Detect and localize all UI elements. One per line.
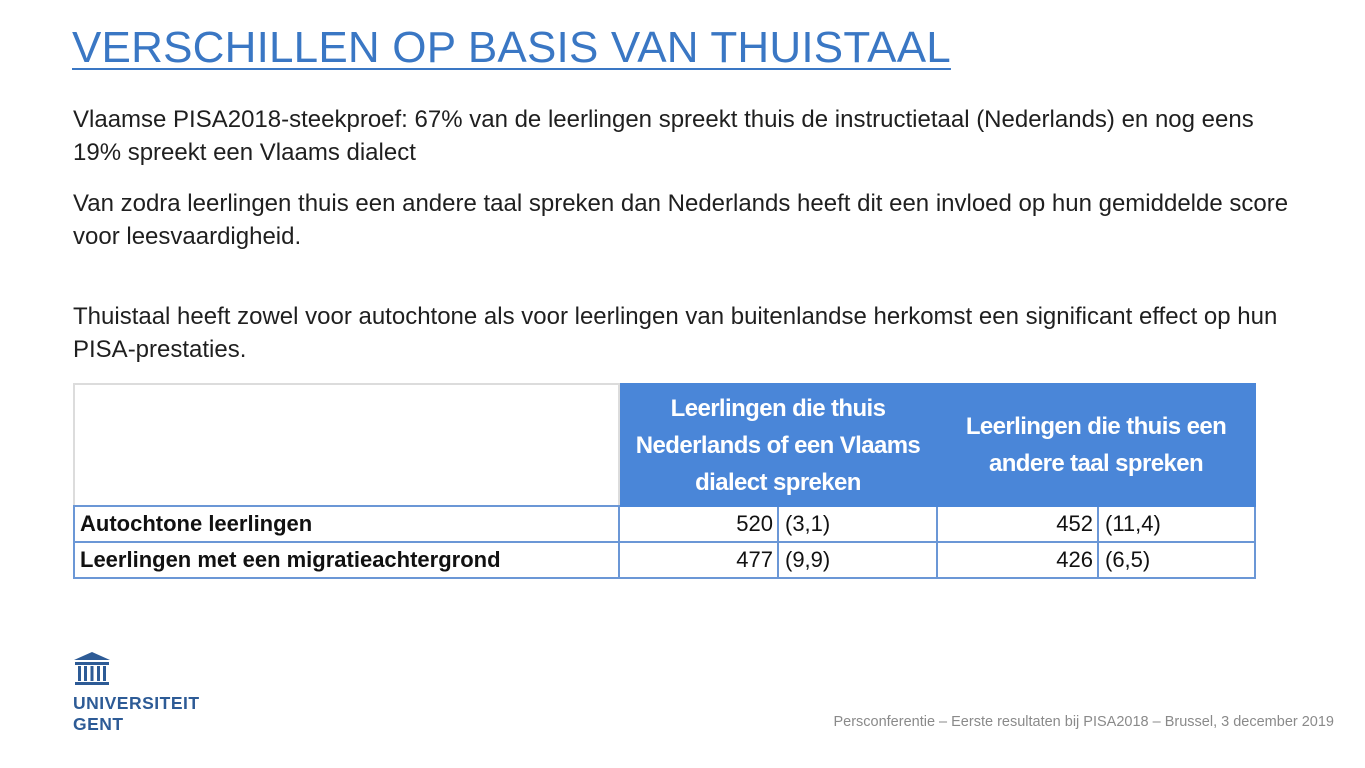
standard-error-cell: (11,4) xyxy=(1098,506,1255,542)
table-header-row xyxy=(74,384,1255,506)
row-label: Leerlingen met een migratieachtergrond xyxy=(74,542,619,578)
slide-title: VERSCHILLEN OP BASIS VAN THUISTAAL xyxy=(72,23,951,72)
footer-text: Persconferentie – Eerste resultaten bij PISA2018 – Brussel, 3 december 2019 xyxy=(833,714,1334,730)
logo-text-universiteit: UNIVERSITEIT xyxy=(73,693,200,713)
paragraph-sample: Vlaamse PISA2018-steekproef: 67% van de leerlingen spreekt thuis de instructietaal (Nederlands) en nog eens 19% spreekt een Vlaams dialect xyxy=(73,106,1254,166)
standard-error-cell: (6,5) xyxy=(1098,542,1255,578)
table-header-other-language: Leerlingen die thuis een andere taal spreken xyxy=(937,384,1255,506)
standard-error-cell: (9,9) xyxy=(778,542,937,578)
paragraph-impact: Van zodra leerlingen thuis een andere taal spreken dan Nederlands heeft dit een invloed op hun gemiddelde score voor leesvaardigheid. xyxy=(73,190,1289,250)
paragraph-effect: Thuistaal heeft zowel voor autochtone als voor leerlingen van buitenlandse herkomst een significant effect op hun PISA-prestaties. xyxy=(73,303,1278,363)
logo-text-gent: GENT xyxy=(73,714,124,734)
results-table xyxy=(73,383,1256,579)
university-logo xyxy=(72,651,200,737)
score-cell: 477 xyxy=(619,542,778,578)
score-cell: 520 xyxy=(619,506,778,542)
table-row xyxy=(74,542,1255,578)
standard-error-cell: (3,1) xyxy=(778,506,937,542)
building-icon xyxy=(72,651,112,689)
table-header-dutch: Leerlingen die thuis Nederlands of een Vlaams dialect spreken xyxy=(619,384,937,506)
score-cell: 426 xyxy=(937,542,1098,578)
row-label: Autochtone leerlingen xyxy=(74,506,619,542)
score-cell: 452 xyxy=(937,506,1098,542)
table-row xyxy=(74,506,1255,542)
table-header-empty xyxy=(74,384,619,506)
